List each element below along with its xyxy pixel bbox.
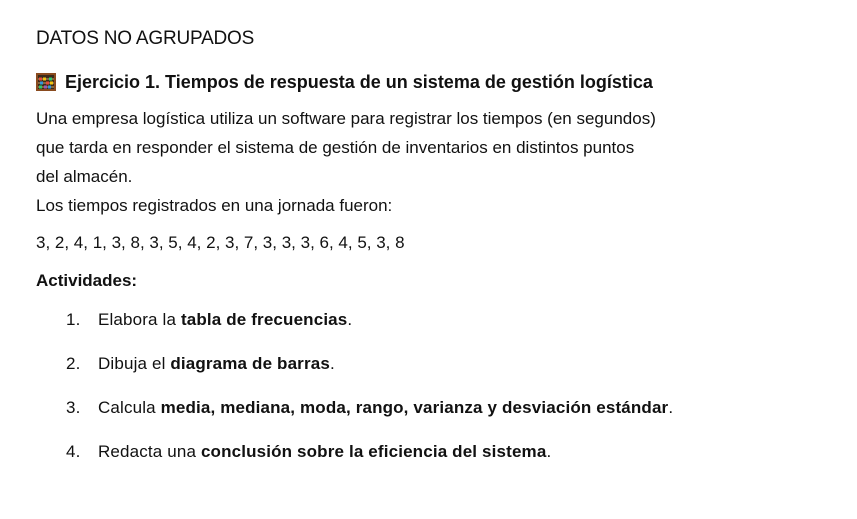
item-prefix: Dibuja el xyxy=(98,354,171,373)
exercise-title-text: Ejercicio 1. Tiempos de respuesta de un sistema de gestión logística xyxy=(65,72,653,92)
list-item xyxy=(36,352,836,396)
statement-line: Los tiempos registrados en una jornada fueron: xyxy=(36,196,393,215)
statement-line: que tarda en responder el sistema de gestión de inventarios en distintos puntos xyxy=(36,138,635,157)
activities-list xyxy=(36,308,836,484)
item-bold: tabla de frecuencias xyxy=(180,310,348,329)
abacus-icon xyxy=(36,73,56,91)
item-bold: conclusión sobre la eficiencia del sistema xyxy=(200,442,547,461)
document-page xyxy=(36,24,836,484)
problem-statement xyxy=(36,104,816,220)
item-suffix: . xyxy=(668,398,674,417)
activities-heading: Actividades: xyxy=(36,271,138,290)
item-suffix: . xyxy=(546,442,552,461)
item-suffix: . xyxy=(329,354,335,373)
item-number: 4. xyxy=(66,442,81,461)
item-text xyxy=(98,352,335,396)
item-number: 3. xyxy=(66,398,81,417)
item-text xyxy=(98,396,673,440)
section-heading: DATOS NO AGRUPADOS xyxy=(36,28,255,49)
item-suffix: . xyxy=(347,310,353,329)
data-values: 3, 2, 4, 1, 3, 8, 3, 5, 4, 2, 3, 7, 3, 3, 3, 6, 4, 5, 3, 8 xyxy=(36,233,405,252)
item-number: 1. xyxy=(66,310,81,329)
statement-line: Una empresa logística utiliza un software para registrar los tiempos (en segundos) xyxy=(36,109,656,128)
list-item xyxy=(36,440,836,484)
item-text xyxy=(98,440,551,484)
exercise-title xyxy=(36,68,836,96)
item-bold: diagrama de barras xyxy=(170,354,330,373)
item-bold: media, mediana, moda, rango, varianza y desviación estándar xyxy=(160,398,669,417)
item-prefix: Elabora la xyxy=(98,310,181,329)
item-text xyxy=(98,308,352,352)
item-number: 2. xyxy=(66,354,81,373)
statement-line: del almacén. xyxy=(36,167,133,186)
item-prefix: Calcula xyxy=(98,398,161,417)
list-item xyxy=(36,308,836,352)
list-item xyxy=(36,396,836,440)
item-prefix: Redacta una xyxy=(98,442,201,461)
